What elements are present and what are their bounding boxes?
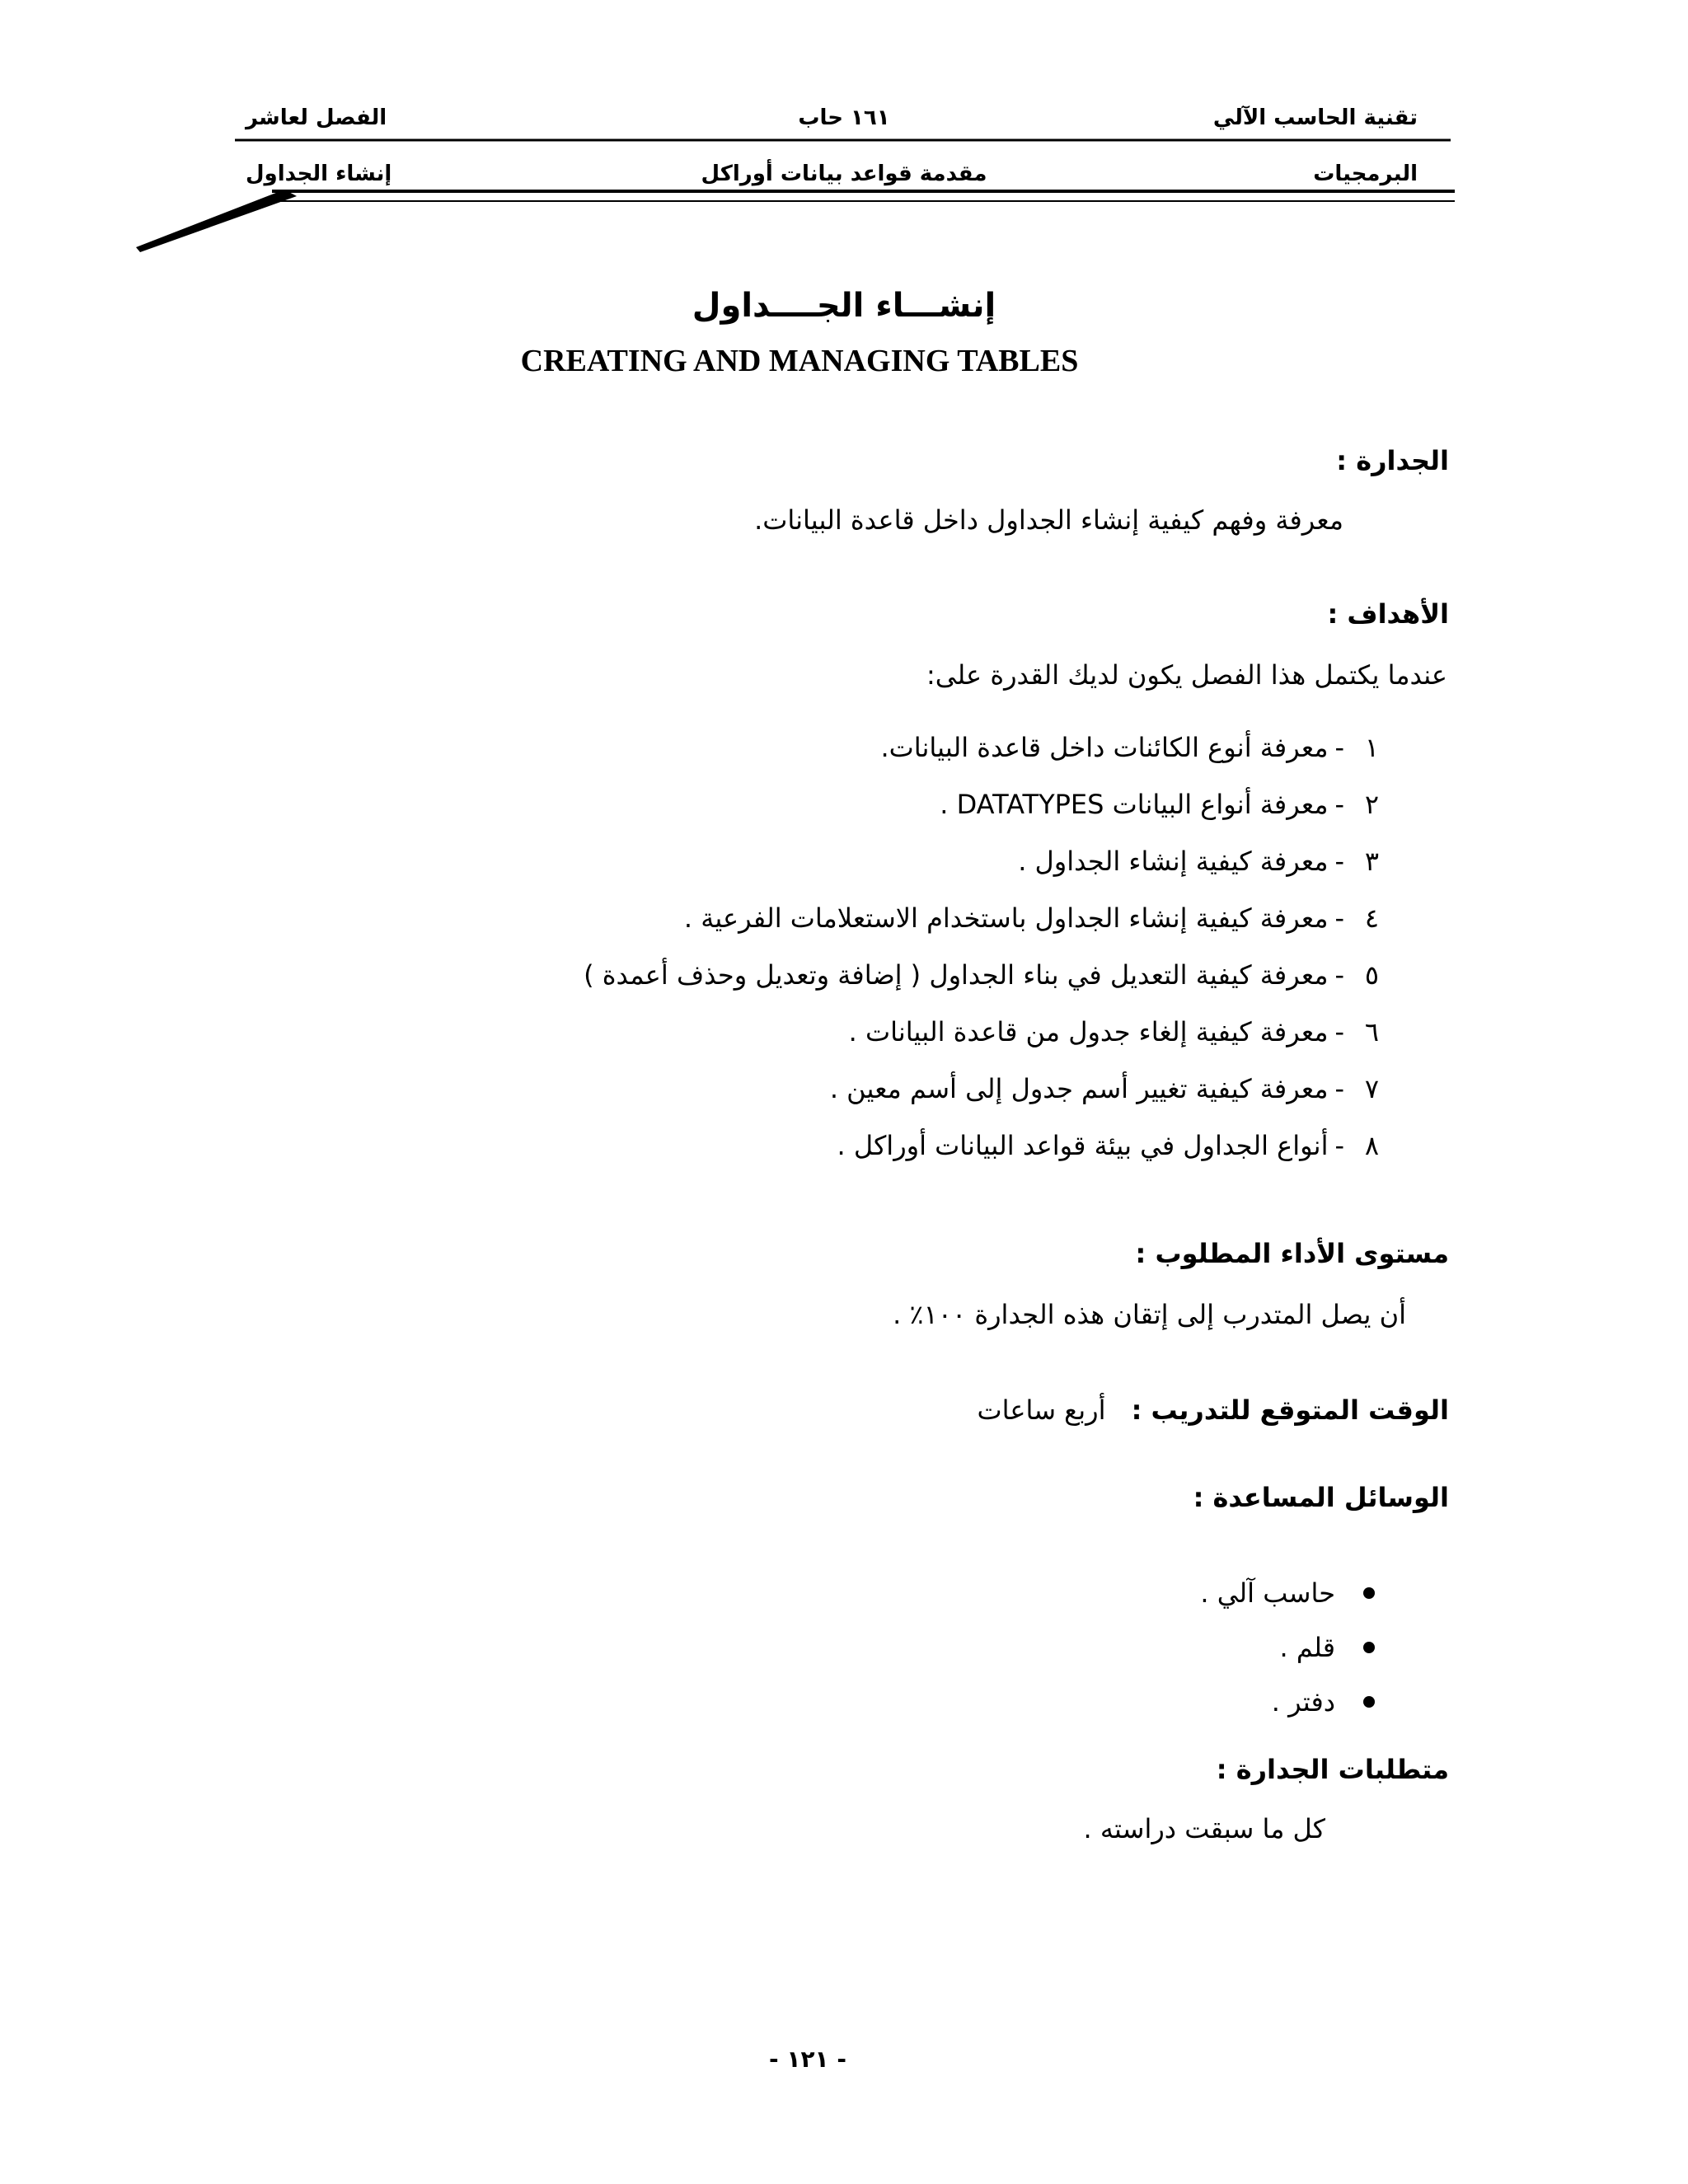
item-text: معرفة كيفية إنشاء الجداول باستخدام الاستعلامات الفرعية . bbox=[683, 902, 1329, 934]
list-item bbox=[584, 719, 1379, 776]
requirements-heading: متطلبات الجدارة : bbox=[1216, 1754, 1449, 1785]
requirements-text: كل ما سبقت دراسته . bbox=[1083, 1813, 1325, 1844]
header-rule bbox=[0, 0, 1688, 280]
list-item bbox=[1200, 1620, 1375, 1675]
aids-list bbox=[1200, 1566, 1375, 1729]
list-item bbox=[584, 889, 1379, 946]
item-dash: - bbox=[1334, 1129, 1344, 1161]
page-title-arabic: إنشـــاء الجــــداول bbox=[692, 287, 996, 325]
header-course-code: ١٦١ حاب bbox=[798, 105, 890, 130]
item-text: معرفة كيفية التعديل في بناء الجداول ( إضافة وتعديل وحذف أعمدة ) bbox=[584, 958, 1329, 991]
header-course-name: مقدمة قواعد بيانات أوراكل bbox=[701, 162, 987, 186]
header-specialty: البرمجيات bbox=[1313, 162, 1418, 186]
aid-text: حاسب آلي . bbox=[1200, 1577, 1335, 1609]
item-dash: - bbox=[1334, 958, 1344, 991]
list-item bbox=[1200, 1675, 1375, 1729]
bullet-icon bbox=[1363, 1642, 1375, 1653]
item-text: معرفة كيفية إلغاء جدول من قاعدة البيانات . bbox=[848, 1015, 1329, 1047]
list-item bbox=[1200, 1566, 1375, 1620]
bullet-icon bbox=[1363, 1587, 1375, 1599]
aids-heading: الوسائل المساعدة : bbox=[1193, 1482, 1449, 1513]
competency-heading: الجدارة : bbox=[1336, 445, 1449, 476]
aid-text: دفتر . bbox=[1271, 1686, 1335, 1718]
list-item bbox=[584, 776, 1379, 832]
item-dash: - bbox=[1334, 902, 1344, 934]
item-number: ٢ bbox=[1364, 788, 1379, 820]
training-time-row bbox=[977, 1394, 1449, 1426]
item-dash: - bbox=[1334, 731, 1344, 763]
header-chapter: الفصل لعاشر bbox=[246, 105, 387, 130]
header-department: تقنية الحاسب الآلي bbox=[1212, 105, 1418, 130]
list-item bbox=[584, 1003, 1379, 1060]
item-text: معرفة كيفية تغيير أسم جدول إلى أسم معين . bbox=[829, 1072, 1329, 1104]
training-time-label: الوقت المتوقع للتدريب : bbox=[1131, 1394, 1449, 1426]
list-item bbox=[584, 946, 1379, 1003]
list-item bbox=[584, 832, 1379, 889]
performance-text: أن يصل المتدرب إلى إتقان هذه الجدارة ١٠٠٪ . bbox=[893, 1299, 1406, 1330]
bullet-icon bbox=[1363, 1696, 1375, 1708]
page-number: - ١٢١ - bbox=[768, 2046, 847, 2073]
competency-text: معرفة وفهم كيفية إنشاء الجداول داخل قاعدة البيانات. bbox=[754, 504, 1343, 536]
page-title-english: CREATING AND MANAGING TABLES bbox=[520, 344, 1079, 378]
header-chapter-title: إنشاء الجداول bbox=[246, 162, 392, 186]
item-text: معرفة كيفية إنشاء الجداول . bbox=[1018, 845, 1329, 877]
item-dash: - bbox=[1334, 1072, 1344, 1104]
aid-text: قلم . bbox=[1279, 1632, 1335, 1663]
item-number: ٧ bbox=[1364, 1072, 1379, 1104]
list-item bbox=[584, 1117, 1379, 1174]
item-dash: - bbox=[1334, 845, 1344, 877]
item-text: أنواع الجداول في بيئة قواعد البيانات أوراكل . bbox=[837, 1129, 1329, 1161]
item-number: ٤ bbox=[1364, 902, 1379, 934]
performance-heading: مستوى الأداء المطلوب : bbox=[1135, 1238, 1449, 1269]
objectives-list bbox=[584, 719, 1379, 1174]
item-number: ٥ bbox=[1364, 958, 1379, 991]
item-number: ٦ bbox=[1364, 1015, 1379, 1047]
item-dash: - bbox=[1334, 1015, 1344, 1047]
item-number: ٣ bbox=[1364, 845, 1379, 877]
item-text: معرفة أنواع البيانات DATATYPES . bbox=[940, 788, 1329, 820]
objectives-intro: عندما يكتمل هذا الفصل يكون لديك القدرة على: bbox=[926, 659, 1447, 691]
item-dash: - bbox=[1334, 788, 1344, 820]
item-number: ١ bbox=[1364, 731, 1379, 763]
list-item bbox=[584, 1060, 1379, 1117]
item-text: معرفة أنوع الكائنات داخل قاعدة البيانات. bbox=[880, 731, 1329, 763]
item-number: ٨ bbox=[1364, 1129, 1379, 1161]
objectives-heading: الأهداف : bbox=[1327, 598, 1449, 630]
training-time-value: أربع ساعات bbox=[977, 1394, 1106, 1426]
